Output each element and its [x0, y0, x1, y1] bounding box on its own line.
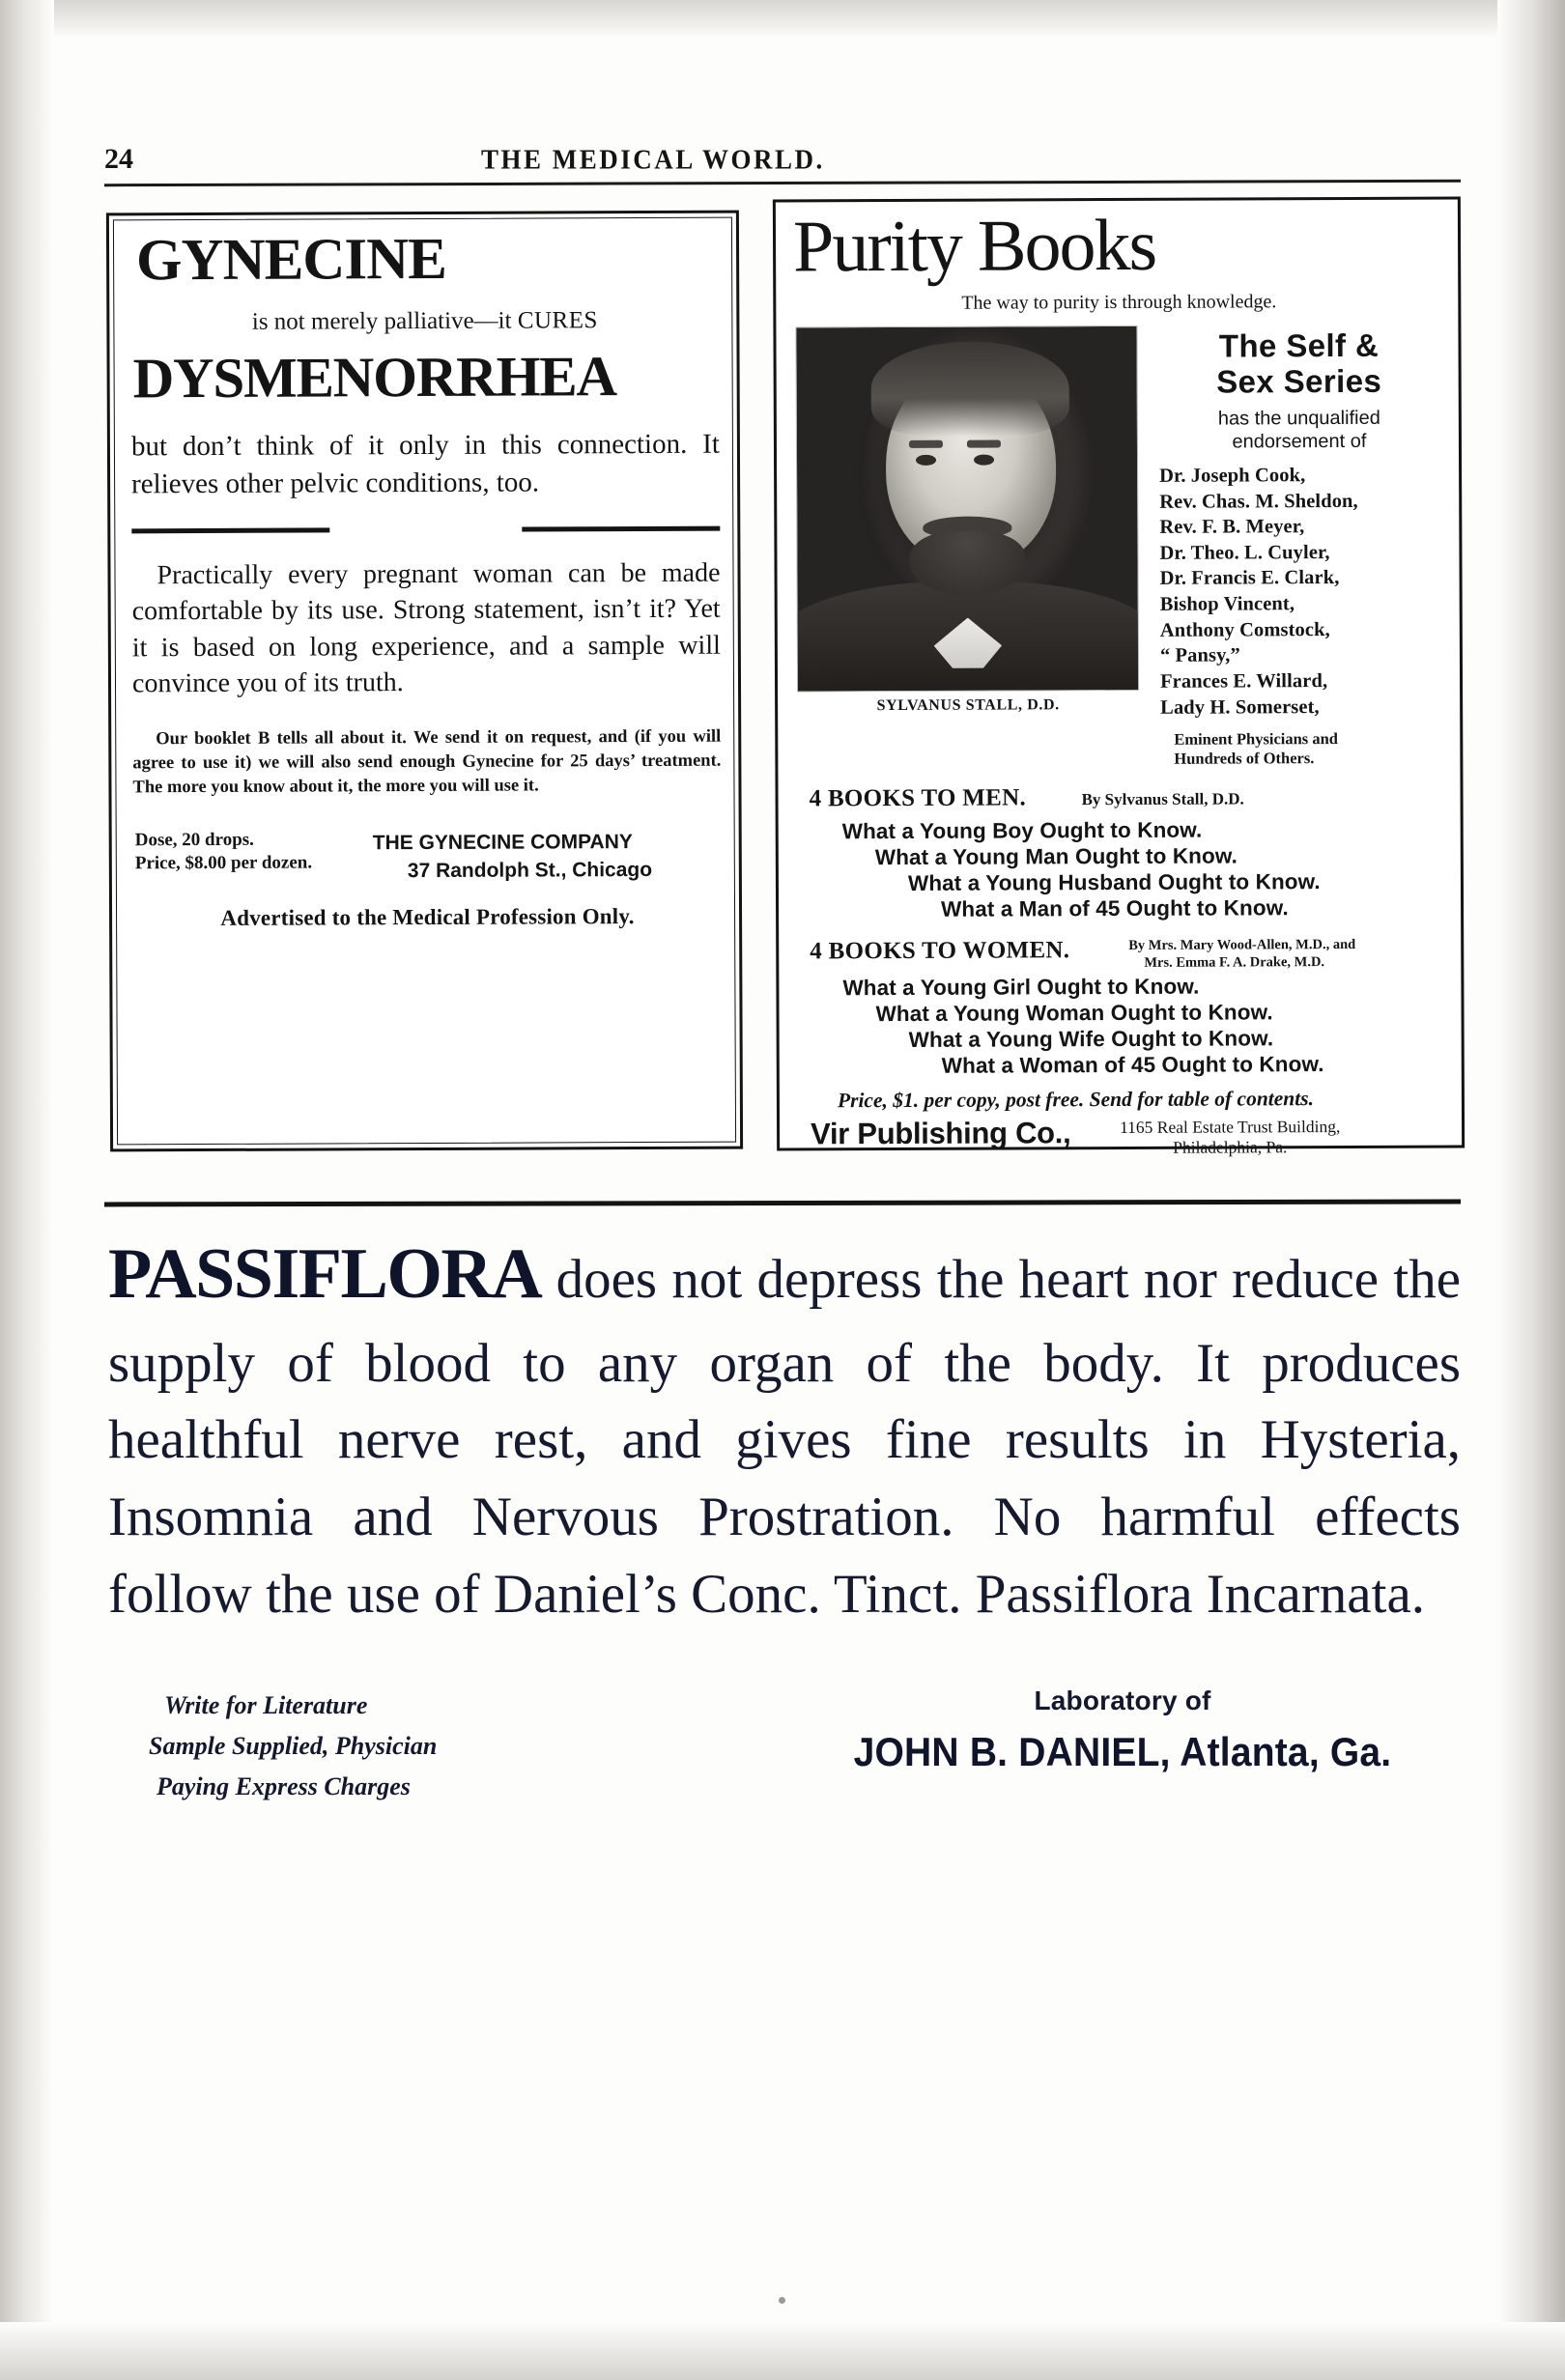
- men-books-heading: 4 BOOKS TO MEN.: [809, 784, 1027, 812]
- list-item: Anthony Comstock,: [1159, 618, 1330, 641]
- page-number: 24: [104, 143, 133, 175]
- gynecine-paragraph-2: Practically every pregnant woman can be made comfortable by its use. Strong statement, isn’t it? Yet it is based on long experience, and a sample will convince you of its truth.: [131, 557, 721, 699]
- gynecine-dose-price: [135, 829, 312, 875]
- running-head: [104, 143, 1457, 176]
- publisher-name: Vir Publishing Co.,: [810, 1116, 1071, 1151]
- list-item: Dr. Joseph Cook,: [1159, 465, 1306, 487]
- list-item: Frances E. Willard,: [1159, 670, 1328, 693]
- endorsement-lead-line-2: endorsement of: [1232, 430, 1367, 453]
- list-item: What a Young Husband Ought to Know.: [907, 869, 1321, 895]
- gynecine-company-name: THE GYNECINE COMPANY: [372, 831, 633, 855]
- gynecine-headline: DYSMENORRHEA: [132, 344, 617, 411]
- passiflora-literature-note: [149, 1686, 438, 1807]
- literature-note-line-1: Write for Literature: [164, 1690, 368, 1719]
- books-price-line: Price, $1. per copy, post free. Send for table of contents.: [837, 1087, 1315, 1113]
- women-byline-line-1: By Mrs. Mary Wood-Allen, M.D., and: [1128, 936, 1356, 953]
- portrait-caption: SYLVANUS STALL, D.D.: [876, 696, 1060, 715]
- purity-books-title: Purity Books: [792, 204, 1156, 288]
- eminent-line-2: Hundreds of Others.: [1174, 749, 1315, 769]
- portrait-eye-right: [974, 454, 994, 465]
- gynecine-company-block: [373, 829, 652, 885]
- portrait-hair: [871, 341, 1069, 437]
- list-item: What a Young Woman Ought to Know.: [875, 1000, 1273, 1027]
- gynecine-subtitle: [130, 307, 719, 337]
- men-books-heading-row: [810, 783, 1437, 819]
- women-byline-line-2: Mrs. Emma F. A. Drake, M.D.: [1144, 954, 1325, 972]
- passiflora-footer: [108, 1686, 1461, 1811]
- list-item: What a Young Wife Ought to Know.: [908, 1026, 1274, 1052]
- scan-edge-left: [0, 0, 54, 2380]
- list-item: Lady H. Somerset,: [1160, 695, 1320, 719]
- publisher-address-line-1: 1165 Real Estate Trust Building,: [1120, 1117, 1341, 1137]
- list-item: Rev. F. B. Meyer,: [1159, 516, 1305, 539]
- purity-books-advertisement: [773, 196, 1465, 1158]
- gynecine-subtitle-lead: is not merely palliative—it: [251, 307, 518, 335]
- passiflora-body-text: [108, 1225, 1461, 1633]
- list-item: Dr. Francis E. Clark,: [1159, 567, 1340, 590]
- divider-left-segment: [131, 527, 329, 533]
- laboratory-of-label: Laboratory of: [1034, 1685, 1211, 1715]
- passiflora-brand: PASSIFLORA: [108, 1234, 542, 1314]
- gynecine-price-line: Price, $8.00 per dozen.: [134, 852, 313, 874]
- list-item: What a Young Man Ought to Know.: [874, 843, 1238, 870]
- women-books-heading-row: [810, 936, 1437, 976]
- endorser-list: [1159, 462, 1448, 721]
- gynecine-dose-and-company: [133, 827, 722, 886]
- list-item: What a Young Boy Ought to Know.: [841, 817, 1203, 844]
- list-item: What a Man of 45 Ought to Know.: [941, 895, 1289, 921]
- portrait-beard: [910, 530, 1026, 596]
- gynecine-divider: [131, 525, 720, 534]
- purity-books-tagline: The way to purity is through knowledge.: [961, 291, 1277, 314]
- men-books-byline: By Sylvanus Stall, D.D.: [1081, 789, 1244, 809]
- portrait-brow-right: [967, 439, 1001, 447]
- publisher-row: [811, 1115, 1438, 1168]
- series-title-line-1: The Self &: [1218, 326, 1380, 364]
- endorsement-lead: [1152, 406, 1447, 453]
- passiflora-advertisement: [108, 1225, 1461, 1811]
- book-listings: [810, 783, 1439, 1168]
- women-books-heading: 4 BOOKS TO WOMEN.: [810, 937, 1070, 965]
- gynecine-advertisement: [106, 211, 743, 1152]
- list-item: Rev. Chas. M. Sheldon,: [1159, 490, 1358, 513]
- scan-speck: [779, 2297, 785, 2304]
- self-and-sex-series-block: [1151, 328, 1448, 770]
- top-advertisements-row: [108, 198, 1461, 1158]
- gynecine-title: GYNECINE: [135, 226, 447, 294]
- gynecine-fine-print: Our booklet B tells all about it. We send it on request, and (if you will agree to use it) we will also send enough Gynecine for 25 days’ treatment. The more you know about it, the more you will use it.: [132, 726, 722, 798]
- scan-edge-top: [0, 0, 1565, 39]
- women-books-byline: [1128, 936, 1355, 972]
- purity-portrait-and-series: [791, 325, 1448, 769]
- eminent-line-1: Eminent Physicians and: [1174, 729, 1338, 750]
- sylvanus-stall-portrait: [795, 326, 1139, 693]
- divider-right-segment: [522, 525, 720, 531]
- passiflora-laboratory-block: [823, 1686, 1422, 1774]
- gynecine-company-address: 37 Randolph St., Chicago: [407, 858, 653, 882]
- gynecine-paragraph-1: but don’t think of it only in this connection. It relieves other pelvic conditions, too.: [130, 428, 721, 500]
- list-item: Bishop Vincent,: [1159, 593, 1295, 615]
- eminent-physicians-note: [1174, 729, 1448, 769]
- publisher-address-line-2: Philadelphia, Pa.: [1173, 1137, 1288, 1158]
- endorsement-lead-line-1: has the unqualified: [1217, 407, 1380, 430]
- publication-title: THE MEDICAL WORLD.: [481, 144, 825, 175]
- publisher-address: [1120, 1117, 1341, 1159]
- series-title: [1151, 328, 1446, 401]
- passiflora-copy: does not depress the heart nor reduce the supply of blood to any organ of the body. It produces healthful nerve rest, and gives fine results in Hysteria, Insomnia and Nervous Prostration. No harmful effects follow the use of Daniel’s Conc. Tinct. Passiflora Incarnata.: [108, 1249, 1461, 1625]
- laboratory-name: JOHN B. DANIEL, Atlanta, Ga.: [853, 1730, 1392, 1775]
- literature-note-line-3: Paying Express Charges: [156, 1772, 411, 1800]
- list-item: “ Pansy,”: [1159, 644, 1240, 667]
- scan-edge-right: [1497, 0, 1565, 2380]
- gynecine-subtitle-cures: CURES: [517, 307, 598, 334]
- series-title-line-2: Sex Series: [1216, 362, 1382, 400]
- list-item: What a Woman of 45 Ought to Know.: [941, 1052, 1324, 1078]
- gynecine-dose-line: Dose, 20 drops.: [134, 830, 254, 851]
- portrait-eye-left: [916, 454, 936, 465]
- passiflora-top-rule: [104, 1200, 1461, 1207]
- list-item: Dr. Theo. L. Cuyler,: [1159, 541, 1330, 564]
- portrait-brow-left: [909, 439, 943, 447]
- scan-edge-bottom: [0, 2322, 1565, 2380]
- header-rule: [104, 180, 1461, 186]
- list-item: What a Young Girl Ought to Know.: [842, 974, 1200, 1001]
- literature-note-line-2: Sample Supplied, Physician: [149, 1731, 438, 1760]
- gynecine-footnote: Advertised to the Medical Profession Only.: [220, 904, 635, 931]
